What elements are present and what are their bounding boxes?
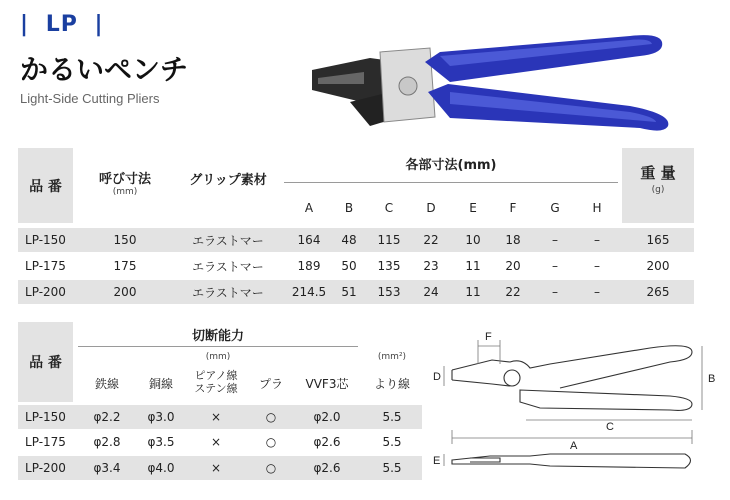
spec-row-weight: 200 xyxy=(646,259,670,273)
spec-row-size: 175 xyxy=(113,259,137,273)
cut-row-iron: φ3.4 xyxy=(93,461,121,475)
spec-row-weight: 265 xyxy=(646,285,670,299)
spec-row-part: LP-200 xyxy=(25,285,66,299)
cut-header-vvf: VVF3芯 xyxy=(305,376,349,391)
spec-size-unit: (mm) xyxy=(112,187,138,197)
spec-row-dim: 164 xyxy=(297,233,321,247)
cut-row-piano: × xyxy=(210,461,222,475)
cut-header-copper: 銅線 xyxy=(148,376,173,391)
spec-row-dim: 20 xyxy=(505,259,521,273)
spec-row-dim: 24 xyxy=(423,285,439,299)
code-bar-left: | xyxy=(20,12,30,37)
cut-header-part: 品 番 xyxy=(29,355,62,371)
diagram-label-e: E xyxy=(433,455,441,467)
spec-row-dim: 23 xyxy=(423,259,439,273)
spec-row-dim: – xyxy=(552,285,558,299)
spec-row-dim: 18 xyxy=(505,233,521,247)
cut-piano-line2: ステン線 xyxy=(194,382,238,395)
cut-row-vvf: φ2.0 xyxy=(313,410,341,424)
diagram-label-d: D xyxy=(433,371,441,383)
cut-row-part: LP-200 xyxy=(25,461,66,475)
cut-header-twisted: より線 xyxy=(373,376,410,391)
diagram-label-b: B xyxy=(708,373,716,385)
spec-row-part: LP-175 xyxy=(25,259,66,273)
spec-row-grip: エラストマー xyxy=(192,233,264,248)
spec-row-dim: 22 xyxy=(505,285,521,299)
diagram-label-c: C xyxy=(606,421,614,433)
spec-row-dim: – xyxy=(594,259,600,273)
spec-row-grip: エラストマー xyxy=(192,285,264,300)
cut-row-twisted: 5.5 xyxy=(382,461,402,475)
spec-header-size xyxy=(80,168,170,204)
spec-dim-letter: C xyxy=(384,201,394,215)
product-code: LP xyxy=(45,12,78,37)
cut-row-vvf: φ2.6 xyxy=(313,461,341,475)
cut-row-piano: × xyxy=(210,410,222,424)
cut-row-iron: φ2.2 xyxy=(93,410,121,424)
spec-weight-unit: (g) xyxy=(651,185,665,195)
pliers-product-image xyxy=(300,22,680,137)
spec-row-dim: 48 xyxy=(341,233,357,247)
cut-header-piano xyxy=(186,366,246,398)
cut-row-twisted: 5.5 xyxy=(382,435,402,449)
spec-row-dim: 51 xyxy=(341,285,357,299)
spec-dim-letter: A xyxy=(304,201,314,215)
spec-row-dim: 153 xyxy=(377,285,401,299)
spec-header-part: 品 番 xyxy=(29,178,62,195)
page-title: かるいペンチ xyxy=(20,53,189,86)
spec-header-weight xyxy=(622,160,694,204)
cut-row-copper: φ3.0 xyxy=(147,410,175,424)
spec-row-dim: – xyxy=(594,233,600,247)
cut-row-plastic: ○ xyxy=(265,461,277,475)
cut-row-plastic: ○ xyxy=(265,435,277,449)
spec-row-dim: 11 xyxy=(465,285,481,299)
cut-header-iron: 鉄線 xyxy=(94,376,119,391)
spec-row-size: 200 xyxy=(113,285,137,299)
spec-header-grip: グリップ素材 xyxy=(189,172,267,188)
spec-dim-letter: F xyxy=(509,201,517,215)
spec-dim-letter: D xyxy=(426,201,436,215)
cut-row-part: LP-150 xyxy=(25,410,66,424)
spec-dims-divider xyxy=(284,182,618,183)
spec-row-dim: 11 xyxy=(465,259,481,273)
diagram-label-f: F xyxy=(485,331,492,343)
cut-row-part: LP-175 xyxy=(25,435,66,449)
spec-dim-letter: B xyxy=(344,201,354,215)
cut-unit-mm2: (mm²) xyxy=(377,352,407,362)
cut-row-copper: φ3.5 xyxy=(147,435,175,449)
spec-row-dim: 50 xyxy=(341,259,357,273)
page-subtitle: Light-Side Cutting Pliers xyxy=(20,91,160,106)
cut-unit-mm: (mm) xyxy=(205,352,231,362)
spec-row-dim: – xyxy=(552,233,558,247)
diagram-label-a: A xyxy=(570,440,578,452)
cut-row-vvf: φ2.6 xyxy=(313,435,341,449)
spec-dim-letter: E xyxy=(469,201,477,215)
cut-header-group: 切断能力 xyxy=(191,328,244,344)
cut-row-twisted: 5.5 xyxy=(382,410,402,424)
spec-row-dim: 10 xyxy=(465,233,481,247)
cut-row-piano: × xyxy=(210,435,222,449)
cut-piano-line1: ピアノ線 xyxy=(194,369,238,382)
spec-row-part: LP-150 xyxy=(25,233,66,247)
spec-row-weight: 165 xyxy=(646,233,670,247)
spec-dim-letter: H xyxy=(592,201,602,215)
spec-row-dim: 214.5 xyxy=(291,285,327,299)
cut-group-divider xyxy=(78,346,358,347)
spec-row-dim: 22 xyxy=(423,233,439,247)
spec-row-dim: – xyxy=(552,259,558,273)
spec-dim-letter: G xyxy=(550,201,560,215)
spec-size-label: 呼び寸法 xyxy=(98,172,151,187)
spec-weight-label: 重 量 xyxy=(640,164,676,182)
spec-header-dims: 各部寸法(mm) xyxy=(405,157,497,173)
spec-row-dim: – xyxy=(594,285,600,299)
cut-row-copper: φ4.0 xyxy=(147,461,175,475)
code-bar-right: | xyxy=(94,12,104,37)
spec-row-grip: エラストマー xyxy=(192,259,264,274)
spec-row-dim: 189 xyxy=(297,259,321,273)
cut-header-plastic: プラ xyxy=(258,376,283,391)
spec-row-size: 150 xyxy=(113,233,137,247)
product-code-mark xyxy=(20,12,104,37)
dimension-diagram xyxy=(430,330,722,490)
spec-row-dim: 135 xyxy=(377,259,401,273)
cut-row-plastic: ○ xyxy=(265,410,277,424)
spec-row-dim: 115 xyxy=(377,233,401,247)
cut-row-iron: φ2.8 xyxy=(93,435,121,449)
